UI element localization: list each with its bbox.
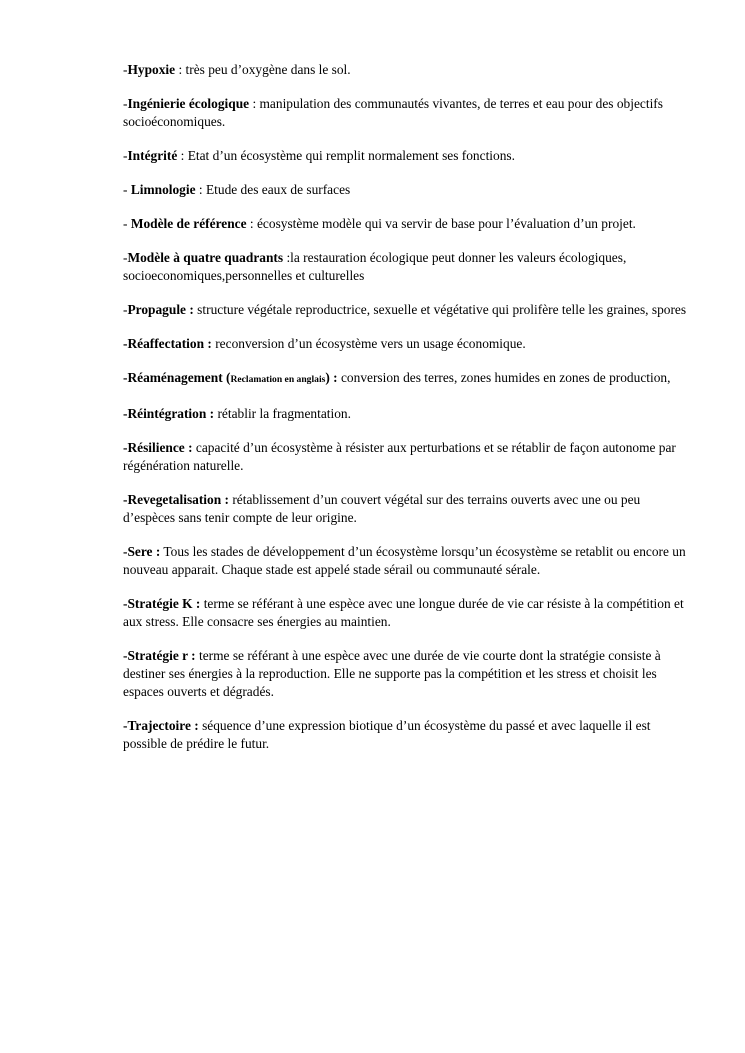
glossary-entry-modele-quatre-quadrants <box>123 249 688 285</box>
glossary-entry-sere <box>123 543 688 579</box>
entry-lead: - <box>123 182 131 197</box>
entry-separator: : <box>195 182 206 197</box>
entry-term: -Sere : <box>123 544 161 559</box>
entry-separator: : <box>246 216 257 231</box>
glossary-entry-reintegration <box>123 405 688 423</box>
entry-term-closing: ) : <box>325 370 338 385</box>
entry-definition: la restauration écologique peut donner les valeurs écologiques, socioeconomiques,personnelles et culturelles <box>123 250 627 283</box>
glossary-entry-propagule <box>123 301 688 319</box>
entry-separator: : <box>175 62 186 77</box>
glossary-entry-ingenierie-ecologique <box>123 95 688 131</box>
entry-term: Limnologie <box>130 182 196 197</box>
glossary-entry-strategie-k <box>123 595 688 631</box>
entry-lead: - <box>123 96 128 111</box>
entry-term: -Revegetalisation : <box>123 492 229 507</box>
entry-separator: : <box>249 96 260 111</box>
glossary-entry-integrite <box>123 147 688 165</box>
glossary-entry-hypoxie <box>123 61 688 79</box>
entry-definition: conversion des terres, zones humides en zones de production, <box>340 370 671 385</box>
entry-lead: - <box>123 148 128 163</box>
entry-definition: Etude des eaux de surfaces <box>205 182 351 197</box>
entry-term: -Réaménagement ( <box>123 370 231 385</box>
glossary-entry-revegetalisation <box>123 491 688 527</box>
glossary <box>123 61 688 769</box>
entry-term: -Réintégration : <box>123 406 215 421</box>
entry-term: -Résilience : <box>123 440 193 455</box>
entry-term: Intégrité <box>127 148 178 163</box>
glossary-entry-reaffectation <box>123 335 688 353</box>
entry-definition: séquence d’une expression biotique d’un écosystème du passé et avec laquelle il est possible de prédire le futur. <box>123 718 651 751</box>
glossary-entry-trajectoire <box>123 717 688 753</box>
entry-definition: rétablir la fragmentation. <box>217 406 351 421</box>
glossary-entry-strategie-r <box>123 647 688 701</box>
entry-term-note: Reclamation en anglais <box>230 374 326 385</box>
entry-term: Hypoxie <box>127 62 176 77</box>
entry-lead: - <box>123 216 131 231</box>
entry-term: -Réaffectation : <box>123 336 212 351</box>
glossary-entry-modele-de-reference <box>123 215 688 233</box>
entry-definition: Etat d’un écosystème qui remplit normalement ses fonctions. <box>187 148 515 163</box>
entry-lead: - <box>123 62 128 77</box>
entry-definition: manipulation des communautés vivantes, de terres et eau pour des objectifs socioéconomiques. <box>123 96 663 129</box>
entry-term: -Stratégie K : <box>123 596 201 611</box>
entry-term: Propagule : <box>127 302 194 317</box>
entry-definition: capacité d’un écosystème à résister aux perturbations et se rétablir de façon autonome par régénération naturelle. <box>123 440 676 473</box>
entry-definition: très peu d’oxygène dans le sol. <box>185 62 351 77</box>
entry-definition: Tous les stades de développement d’un écosystème lorsqu’un écosystème se retablit ou encore un nouveau apparait. Chaque stade est appelé stade sérail ou communauté sérale. <box>123 544 686 577</box>
entry-separator: : <box>283 250 291 265</box>
entry-lead: - <box>123 250 128 265</box>
glossary-entry-limnologie <box>123 181 688 199</box>
glossary-entry-resilience <box>123 439 688 475</box>
entry-separator: : <box>177 148 188 163</box>
entry-definition: rétablissement d’un couvert végétal sur des terrains ouverts avec une ou peu d’espèces sans tenir compte de leur origine. <box>123 492 641 525</box>
entry-term: -Trajectoire : <box>123 718 199 733</box>
entry-definition: structure végétale reproductrice, sexuelle et végétative qui prolifère telle les graines, spores <box>197 302 687 317</box>
entry-term: Ingénierie écologique <box>127 96 250 111</box>
entry-definition: terme se référant à une espèce avec une longue durée de vie car résiste à la compétition et aux stress. Elle consacre ses énergies au maintien. <box>123 596 684 629</box>
entry-definition: terme se référant à une espèce avec une durée de vie courte dont la stratégie consiste à destiner ses énergies à la reproduction. Elle ne supporte pas la compétition et les stress et choisit les espaces ouverts et dégradés. <box>123 648 661 699</box>
entry-term: -Stratégie r : <box>123 648 196 663</box>
entry-term: Modèle à quatre quadrants <box>127 250 284 265</box>
entry-lead: - <box>123 302 128 317</box>
entry-definition: écosystème modèle qui va servir de base pour l’évaluation d’un projet. <box>256 216 636 231</box>
entry-definition: reconversion d’un écosystème vers un usage économique. <box>215 336 526 351</box>
entry-term: Modèle de référence <box>130 216 247 231</box>
glossary-entry-reamenagement <box>123 369 688 389</box>
